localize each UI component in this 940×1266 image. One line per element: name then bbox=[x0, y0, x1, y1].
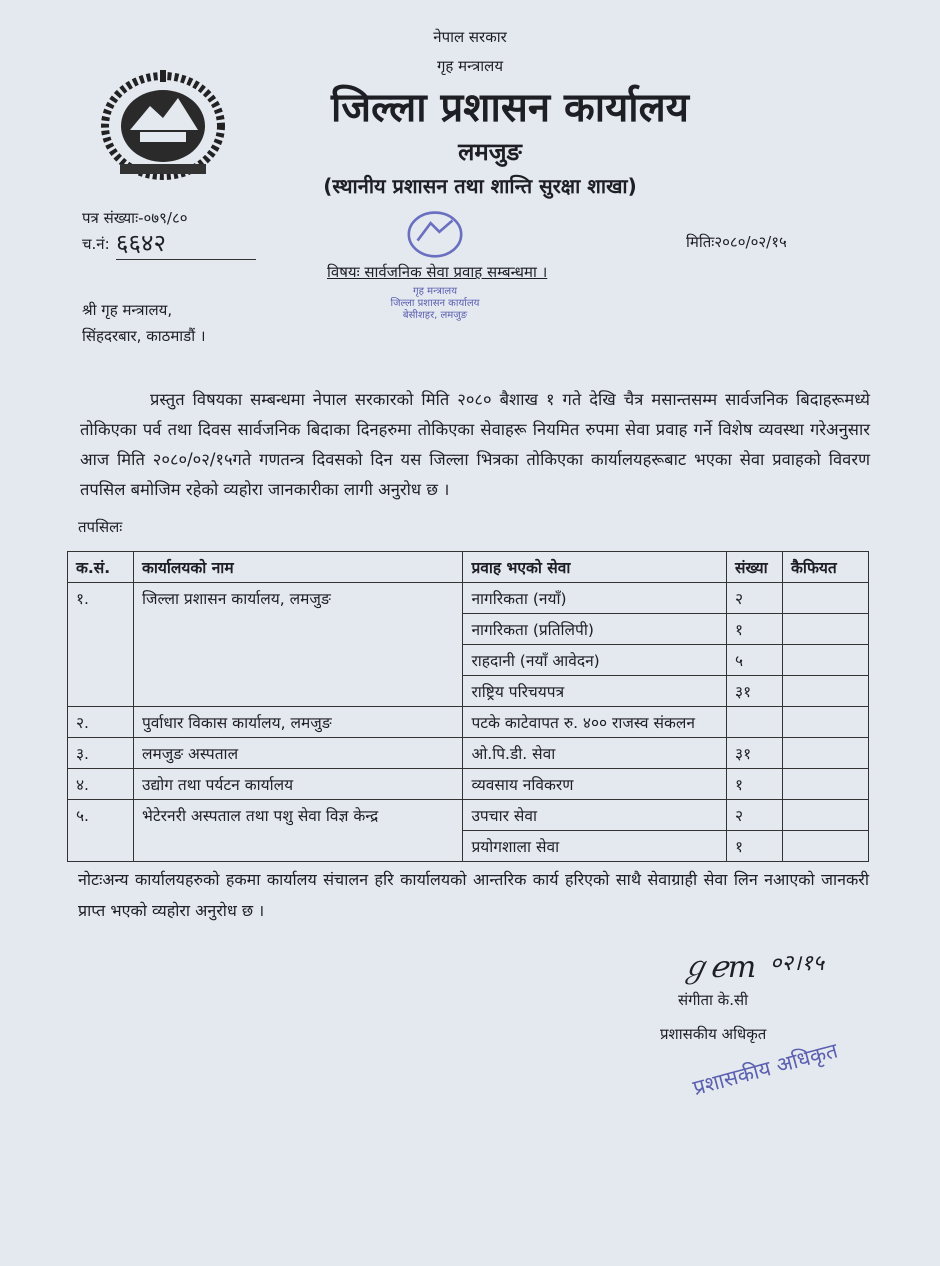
cell-sn: ३. bbox=[68, 738, 134, 769]
signatory-designation: प्रशासकीय अधिकृत bbox=[660, 1025, 767, 1043]
cell-count bbox=[727, 707, 783, 738]
ministry-name: गृह मन्त्रालय bbox=[436, 57, 504, 75]
cell-remarks bbox=[783, 645, 869, 676]
cell-count: ३१ bbox=[727, 738, 783, 769]
body-paragraph: प्रस्तुत विषयका सम्बन्धमा नेपाल सरकारको मिति २०८० बैशाख १ गते देखि चैत्र मसान्तसम्म सार्वजनिक बिदाहरूमध्ये तोकिएका पर्व तथा दिवस सार्वजनिक बिदाका दिनहरुमा तोकिएका सेवाहरू नियमित रुपमा सेवा प्रवाह गर्ने विशेष व्यवस्था गरेअनुसार आज मिति २०८०/०२/१५गते गणतन्त्र दिवसको दिन यस जिल्ला भित्रका तोकिएका कार्यालयहरूबाट भएका सेवा प्रवाहको विवरण तपसिल बमोजिम रहेको व्यहोरा जानकारीका लागी अनुरोध छ । bbox=[80, 390, 871, 499]
district-name: लमजुङ bbox=[458, 138, 522, 166]
cell-sn: ४. bbox=[68, 769, 134, 800]
table-row bbox=[68, 583, 869, 614]
cell-sn: ५. bbox=[68, 800, 134, 862]
service-table bbox=[67, 551, 869, 862]
table-row bbox=[68, 738, 869, 769]
cell-office: पुर्वाधार विकास कार्यालय, लमजुङ bbox=[133, 707, 462, 738]
cell-service: प्रयोगशाला सेवा bbox=[463, 831, 727, 862]
signature-date: ०२।१५ bbox=[770, 951, 825, 976]
header-count: संख्या bbox=[727, 552, 783, 583]
office-stamp bbox=[380, 286, 490, 322]
cell-office: उद्योग तथा पर्यटन कार्यालय bbox=[133, 769, 462, 800]
cell-service: राष्ट्रिय परिचयपत्र bbox=[463, 676, 727, 707]
letter-number: पत्र संख्याः-०७९/८० bbox=[82, 209, 188, 227]
cell-sn: १. bbox=[68, 583, 134, 707]
cell-service: ओ.पि.डी. सेवा bbox=[463, 738, 727, 769]
header-service: प्रवाह भएको सेवा bbox=[463, 552, 727, 583]
designation-stamp: प्रशासकीय अधिकृत bbox=[690, 1038, 841, 1101]
cell-service: राहदानी (नयाँ आवेदन) bbox=[463, 645, 727, 676]
table-row bbox=[68, 707, 869, 738]
cell-count: २ bbox=[727, 800, 783, 831]
cell-service: नागरिकता (प्रतिलिपी) bbox=[463, 614, 727, 645]
note-paragraph: नोटःअन्य कार्यालयहरुको हकमा कार्यालय संचालन हरि कार्यालयको आन्तरिक कार्य हरिएको साथै सेवाग्राही सेवा लिन नआएको जानकरी प्राप्त भएको व्यहोरा अनुरोध छ । bbox=[78, 870, 869, 920]
header-remarks: कैफियत bbox=[783, 552, 869, 583]
cell-office: लमजुङ अस्पताल bbox=[133, 738, 462, 769]
stamp-text: बेसीशहर, लमजुङ bbox=[402, 310, 468, 321]
cell-office: जिल्ला प्रशासन कार्यालय, लमजुङ bbox=[133, 583, 462, 707]
letter-date: मितिः२०८०/०२/१५ bbox=[686, 233, 787, 251]
table-row bbox=[68, 769, 869, 800]
signature-block bbox=[67, 934, 869, 1124]
header-office: कार्यालयको नाम bbox=[133, 552, 462, 583]
signature: ℊℯm bbox=[680, 950, 757, 985]
cell-count: १ bbox=[727, 769, 783, 800]
tapasil-label: तपसिलः bbox=[78, 518, 123, 536]
cell-remarks bbox=[783, 831, 869, 862]
cell-remarks bbox=[783, 800, 869, 831]
cell-service: व्यवसाय नविकरण bbox=[463, 769, 727, 800]
cell-count: ५ bbox=[727, 645, 783, 676]
cell-office: भेटेरनरी अस्पताल तथा पशु सेवा विज्ञ केन्द्र bbox=[133, 800, 462, 862]
cell-service: पटके काटेवापत रु. ४०० राजस्व संकलन bbox=[463, 707, 727, 738]
stamp-emblem-icon bbox=[400, 210, 470, 258]
cell-remarks bbox=[783, 707, 869, 738]
cell-count: २ bbox=[727, 583, 783, 614]
cell-service: नागरिकता (नयाँ) bbox=[463, 583, 727, 614]
office-title: जिल्ला प्रशासन कार्यालय bbox=[331, 85, 689, 131]
subject-line: विषयः सार्वजनिक सेवा प्रवाह सम्बन्धमा । bbox=[327, 263, 548, 281]
table-row bbox=[68, 800, 869, 831]
government-name: नेपाल सरकार bbox=[433, 28, 507, 46]
cell-count: ३१ bbox=[727, 676, 783, 707]
recipient-line1: श्री गृह मन्त्रालय, bbox=[82, 301, 173, 319]
cell-remarks bbox=[783, 583, 869, 614]
cell-remarks bbox=[783, 676, 869, 707]
nepal-emblem-icon bbox=[100, 68, 226, 180]
recipient-line2: सिंहदरबार, काठमाडौं । bbox=[82, 327, 206, 345]
cell-remarks bbox=[783, 738, 869, 769]
branch-name: (स्थानीय प्रशासन तथा शान्ति सुरक्षा शाखा) bbox=[323, 174, 637, 198]
cell-remarks bbox=[783, 769, 869, 800]
cell-service: उपचार सेवा bbox=[463, 800, 727, 831]
dispatch-label: च.नं: bbox=[82, 235, 110, 253]
signatory-name: संगीता के.सी bbox=[678, 991, 748, 1009]
stamp-text: जिल्ला प्रशासन कार्यालय bbox=[390, 298, 480, 309]
dispatch-number-handwritten: ६६४२ bbox=[116, 226, 256, 260]
cell-remarks bbox=[783, 614, 869, 645]
table-header-row bbox=[68, 552, 869, 583]
stamp-text: गृह मन्त्रालय bbox=[412, 286, 458, 297]
cell-count: १ bbox=[727, 831, 783, 862]
header-sn: क.सं. bbox=[68, 552, 134, 583]
cell-sn: २. bbox=[68, 707, 134, 738]
cell-count: १ bbox=[727, 614, 783, 645]
